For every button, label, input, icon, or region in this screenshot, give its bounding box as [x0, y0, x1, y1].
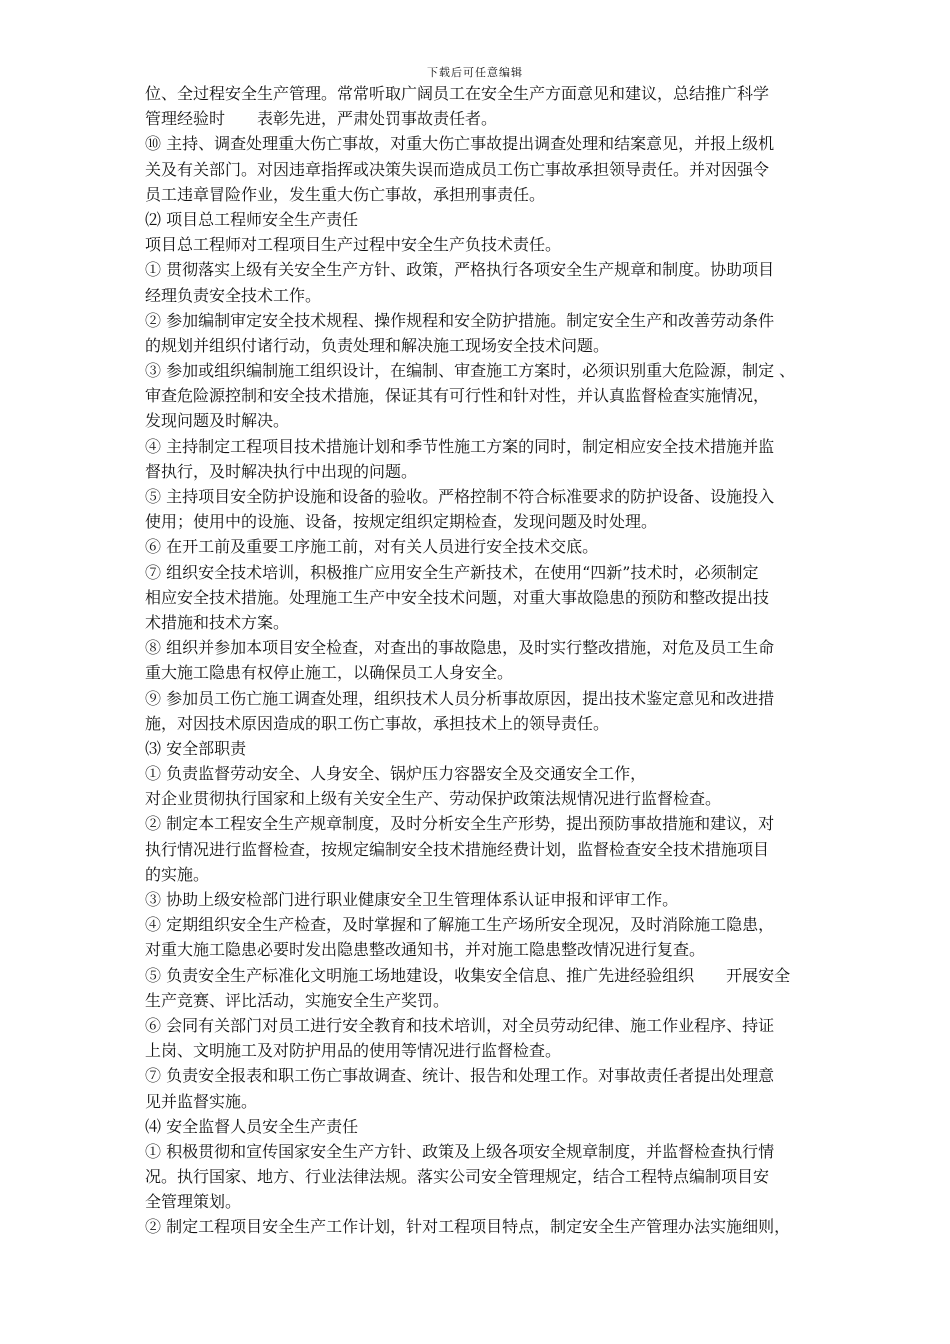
text-line: ① 负责监督劳动安全、人身安全、锅炉压力容器安全及交通安全工作， [145, 764, 647, 784]
text-line: ① 积极贯彻和宣传国家安全生产方针、政策及上级各项安全规章制度，并监督检查执行情 [145, 1141, 775, 1161]
text-line: ④ 主持制定工程项目技术措施计划和季节性施工方案的同时，制定相应安全技术措施并监 [145, 436, 775, 456]
text-line: 的规划并组织付诸行动，负责处理和解决施工现场安全技术问题。 [145, 335, 610, 355]
page-header-note: 下载后可任意编辑 [427, 66, 523, 79]
text-line: 位、全过程安全生产管理。常常听取广阔员工在安全生产方面意见和建议，总结推广科学 [145, 84, 770, 103]
section-heading: ⑶ 安全部职责 [145, 738, 247, 758]
text-line: ② 参加编制审定安全技术规程、操作规程和安全防护措施。制定安全生产和改善劳动条件 [145, 310, 775, 330]
text-line: ⑩ 主持、调查处理重大伤亡事故，对重大伤亡事故提出调查处理和结案意见，并报上级机 [145, 134, 775, 154]
text-line: 管理经验时 表彰先进，严肃处罚事故责任者。 [145, 109, 498, 129]
text-line: 关及有关部门。对因违章指挥或决策失误而造成员工伤亡事故承担领导责任。并对因强令 [145, 159, 770, 179]
text-line: ⑨ 参加员工伤亡施工调查处理，组织技术人员分析事故原因，提出技术鉴定意见和改进措 [145, 688, 775, 708]
text-line: 重大施工隐患有权停止施工，以确保员工人身安全。 [145, 663, 514, 683]
text-line: ① 贯彻落实上级有关安全生产方针、政策，严格执行各项安全生产规章和制度。协助项目 [145, 260, 775, 280]
text-line: 见并监督实施。 [145, 1091, 258, 1111]
text-line: 审查危险源控制和安全技术措施，保证其有可行性和针对性，并认真监督检查实施情况， [145, 386, 770, 406]
text-line: 项目总工程师对工程项目生产过程中安全生产负技术责任。 [145, 235, 562, 255]
text-line: 全管理策划。 [145, 1192, 242, 1212]
text-line: 员工违章冒险作业，发生重大伤亡事故，承担刑事责任。 [145, 184, 546, 204]
section-heading: ⑵ 项目总工程师安全生产责任 [145, 209, 359, 229]
text-line: ⑤ 主持项目安全防护设施和设备的验收。严格控制不符合标准要求的防护设备、设施投入 [145, 487, 775, 506]
text-line: ⑤ 负责安全生产标准化文明施工场地建设，收集安全信息、推广先进经验组织 开展安全 [145, 965, 791, 985]
text-line: ② 制定本工程安全生产规章制度，及时分析安全生产形势，提出预防事故措施和建议，对 [145, 814, 775, 834]
text-line: 相应安全技术措施。处理施工生产中安全技术问题，对重大事故隐患的预防和整改提出技 [145, 587, 770, 607]
text-line: 施，对因技术原因造成的职工伤亡事故，承担技术上的领导责任。 [145, 713, 610, 733]
text-line: 对重大施工隐患必要时发出隐患整改通知书，并对施工隐患整改情况进行复查。 [145, 940, 706, 960]
text-line: ⑥ 会同有关部门对员工进行安全教育和技术培训，对全员劳动纪律、施工作业程序、持证 [145, 1015, 775, 1035]
text-line: 的实施。 [145, 864, 210, 884]
section-heading: ⑷ 安全监督人员安全生产责任 [145, 1116, 359, 1136]
text-line: 督执行，及时解决执行中出现的问题。 [145, 461, 418, 481]
text-line: ⑦ 组织安全技术培训，积极推广应用安全生产新技术，在使用“四新”技术时，必须制定 [145, 562, 759, 582]
text-line: 上岗、文明施工及对防护用品的使用等情况进行监督检查。 [145, 1041, 562, 1061]
text-line: 术措施和技术方案。 [145, 612, 290, 632]
text-line: 执行情况进行监督检查，按规定编制安全技术措施经费计划，监督检查安全技术措施项目 [145, 839, 770, 859]
text-line: ③ 协助上级安检部门进行职业健康安全卫生管理体系认证申报和评审工作。 [145, 890, 679, 909]
text-line: ④ 定期组织安全生产检查，及时掌握和了解施工生产场所安全现况，及时消除施工隐患， [145, 915, 775, 935]
text-line: 发现问题及时解决。 [145, 411, 290, 431]
text-line: 况。执行国家、地方、行业法律法规。落实公司安全管理规定，结合工程特点编制项目安 [145, 1167, 770, 1187]
document-body [145, 81, 810, 1240]
text-line: 生产竞赛、评比活动，实施安全生产奖罚。 [145, 990, 450, 1010]
text-line: 对企业贯彻执行国家和上级有关安全生产、劳动保护政策法规情况进行监督检查。 [145, 789, 722, 809]
text-line: ⑧ 组织并参加本项目安全检查，对查出的事故隐患，及时实行整改措施，对危及员工生命 [145, 638, 775, 658]
text-line: ⑥ 在开工前及重要工序施工前，对有关人员进行安全技术交底。 [145, 537, 599, 557]
text-line: ③ 参加或组织编制施工组织设计，在编制、审查施工方案时，必须识别重大危险源，制定 、 [145, 361, 796, 381]
text-line: 使用；使用中的设施、设备，按规定组织定期检查，发现问题及时处理。 [145, 512, 658, 532]
text-line: ⑦ 负责安全报表和职工伤亡事故调查、统计、报告和处理工作。对事故责任者提出处理意 [145, 1066, 775, 1086]
text-line: 经理负责安全技术工作。 [145, 285, 322, 305]
text-line: ② 制定工程项目安全生产工作计划，针对工程项目特点，制定安全生产管理办法实施细则， [145, 1217, 791, 1237]
